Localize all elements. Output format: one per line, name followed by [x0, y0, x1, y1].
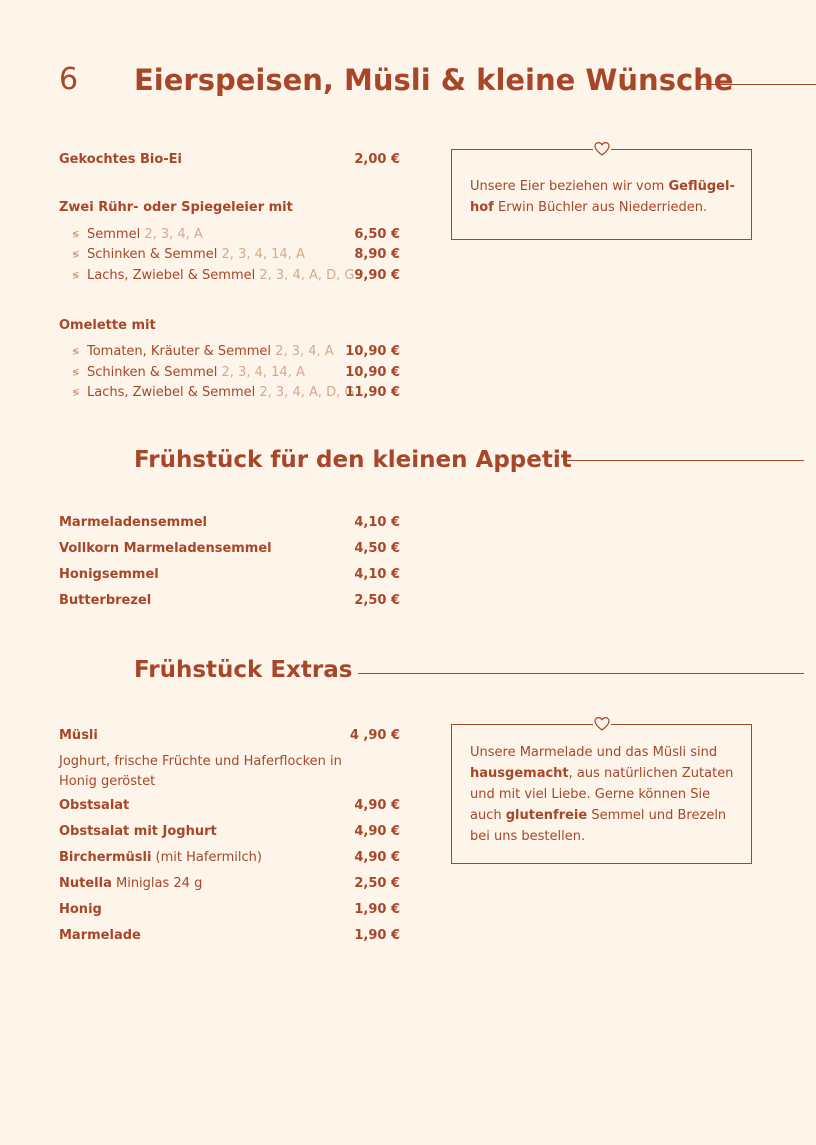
sub-item	[72, 268, 355, 283]
heart-icon	[593, 140, 611, 158]
menu-item-price: 4,90 €	[354, 850, 400, 865]
menu-item-price: 4,10 €	[354, 515, 400, 530]
sub-item-price: 10,90 €	[345, 365, 400, 380]
menu-item-name: Obstsalat	[59, 798, 130, 813]
wheat-icon: ≶	[72, 388, 80, 398]
menu-item-name: Marmelade	[59, 928, 141, 943]
title-rule	[358, 673, 804, 674]
allergen-codes: 2, 3, 4, A	[275, 344, 334, 359]
section-title-small: Frühstück für den kleinen Appetit	[134, 447, 572, 473]
page-number: 6	[59, 62, 79, 97]
menu-item-name: Obstsalat mit Joghurt	[59, 824, 217, 839]
menu-item-name: Marmeladensemmel	[59, 515, 208, 530]
menu-item-name: Butterbrezel	[59, 593, 152, 608]
sub-item	[72, 385, 355, 400]
menu-item-price: 1,90 €	[354, 928, 400, 943]
wheat-icon: ≶	[72, 347, 80, 357]
menu-item-name: Honig	[59, 902, 102, 917]
allergen-codes: 2, 3, 4, A, D, G	[259, 268, 355, 283]
menu-item-name: Vollkorn Marmeladensemmel	[59, 541, 272, 556]
wheat-icon: ≶	[72, 271, 80, 281]
sub-item	[72, 344, 334, 359]
title-rule	[698, 84, 816, 85]
sub-item-name: Schinken & Semmel	[87, 365, 218, 380]
sub-item-price: 9,90 €	[354, 268, 400, 283]
allergen-codes: 2, 3, 4, 14, A	[221, 365, 305, 380]
section-title-extras: Frühstück Extras	[134, 657, 353, 683]
sub-item-name: Semmel	[87, 227, 141, 242]
menu-item-name: Gekochtes Bio-Ei	[59, 152, 182, 167]
sub-item-name: Tomaten, Kräuter & Semmel	[87, 344, 272, 359]
wheat-icon: ≶	[72, 230, 80, 240]
menu-item-price: 4,10 €	[354, 567, 400, 582]
wheat-icon: ≶	[72, 368, 80, 378]
sub-item-price: 11,90 €	[345, 385, 400, 400]
sub-item-name: Lachs, Zwiebel & Semmel	[87, 268, 256, 283]
group-heading-scrambled: Zwei Rühr- oder Spiegeleier mit	[59, 200, 293, 215]
menu-item-name: Müsli	[59, 728, 98, 743]
menu-item-price: 4 ,90 €	[349, 728, 400, 743]
info-text: Unsere Marmelade und das Müsli sind hausgemacht, aus natürlichen Zutaten und mit viel Liebe. Gerne können Sie auch glutenfreie Semmel und Brezeln bei uns bestellen.	[470, 745, 734, 844]
menu-item-price: 4,90 €	[354, 798, 400, 813]
sub-item	[72, 227, 203, 242]
sub-item	[72, 365, 305, 380]
sub-item-name: Schinken & Semmel	[87, 247, 218, 262]
allergen-codes: 2, 3, 4, 14, A	[221, 247, 305, 262]
allergen-codes: 2, 3, 4, A	[144, 227, 203, 242]
menu-item-price: 4,90 €	[354, 824, 400, 839]
section-title-eggs: Eierspeisen, Müsli & kleine Wünsche	[134, 63, 734, 97]
title-rule	[566, 460, 804, 461]
sub-item-price: 10,90 €	[345, 344, 400, 359]
menu-item-name: Honigsemmel	[59, 567, 159, 582]
menu-item-price: 2,50 €	[354, 876, 400, 891]
info-box-extras	[451, 724, 752, 864]
menu-item-price: 2,00 €	[354, 152, 400, 167]
heart-icon	[593, 715, 611, 733]
info-text: Unsere Eier beziehen wir vom Geflügel-hof Erwin Büchler aus Niederrieden.	[470, 179, 735, 215]
sub-item	[72, 247, 305, 262]
menu-item-price: 4,50 €	[354, 541, 400, 556]
sub-item-price: 8,90 €	[354, 247, 400, 262]
allergen-codes: 2, 3, 4, A, D, G	[259, 385, 355, 400]
sub-item-price: 6,50 €	[354, 227, 400, 242]
menu-item-price: 1,90 €	[354, 902, 400, 917]
menu-item-name: Birchermüsli (mit Hafermilch)	[59, 850, 262, 865]
menu-item-price: 2,50 €	[354, 593, 400, 608]
menu-item-name: Nutella Miniglas 24 g	[59, 876, 203, 891]
wheat-icon: ≶	[72, 250, 80, 260]
menu-item-description: Joghurt, frische Früchte und Haferflocken in Honig geröstet	[59, 754, 342, 789]
sub-item-name: Lachs, Zwiebel & Semmel	[87, 385, 256, 400]
info-box-eggs	[451, 149, 752, 240]
group-heading-omelette: Omelette mit	[59, 318, 156, 333]
